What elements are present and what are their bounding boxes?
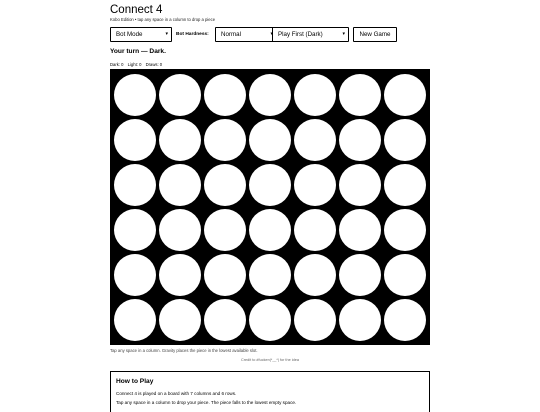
board-cell[interactable] — [338, 252, 383, 297]
board-cell[interactable] — [112, 252, 157, 297]
board-cell[interactable] — [293, 207, 338, 252]
empty-slot — [294, 74, 336, 116]
mode-select[interactable] — [110, 27, 172, 42]
board-cell[interactable] — [293, 117, 338, 162]
chevron-down-icon: ▾ — [165, 31, 168, 37]
empty-slot — [294, 164, 336, 206]
empty-slot — [294, 119, 336, 161]
score-draws: Draws: 0 — [145, 62, 163, 67]
empty-slot — [339, 299, 381, 341]
empty-slot — [384, 254, 426, 296]
board-cell[interactable] — [202, 297, 247, 342]
board-cell[interactable] — [112, 297, 157, 342]
board-cell[interactable] — [383, 252, 428, 297]
board-cell[interactable] — [338, 207, 383, 252]
empty-slot — [339, 209, 381, 251]
board-cell[interactable] — [383, 72, 428, 117]
board-cell[interactable] — [247, 297, 292, 342]
empty-slot — [204, 254, 246, 296]
board-cell[interactable] — [293, 252, 338, 297]
empty-slot — [159, 209, 201, 251]
empty-slot — [249, 209, 291, 251]
empty-slot — [159, 254, 201, 296]
empty-slot — [249, 299, 291, 341]
new-game-button[interactable]: New Game — [353, 27, 397, 42]
empty-slot — [384, 209, 426, 251]
board-cell[interactable] — [293, 297, 338, 342]
page-title: Connect 4 — [110, 4, 163, 16]
board-cell[interactable] — [202, 162, 247, 207]
board-cell[interactable] — [157, 117, 202, 162]
how-to-play-text: Tap any space in a column to drop your piece. The piece falls to the lowest empty space. — [116, 400, 297, 405]
empty-slot — [204, 74, 246, 116]
play-first-value: Play First (Dark) — [278, 31, 323, 38]
empty-slot — [294, 299, 336, 341]
how-to-play-title: How to Play — [116, 378, 154, 385]
board-cell[interactable] — [202, 207, 247, 252]
board-cell[interactable] — [112, 72, 157, 117]
board-cell[interactable] — [157, 162, 202, 207]
empty-slot — [114, 119, 156, 161]
empty-slot — [114, 299, 156, 341]
board-cell[interactable] — [293, 72, 338, 117]
empty-slot — [339, 119, 381, 161]
board-cell[interactable] — [157, 207, 202, 252]
board-cell[interactable] — [247, 207, 292, 252]
empty-slot — [204, 209, 246, 251]
empty-slot — [384, 164, 426, 206]
board-hint: Tap any space in a column. Gravity places the piece in the lowest available slot. — [110, 348, 258, 353]
credit-line: Credit to #fucken|*__*| for the idea — [241, 358, 299, 362]
board-cell[interactable] — [247, 117, 292, 162]
empty-slot — [294, 254, 336, 296]
board-cell[interactable] — [112, 162, 157, 207]
board-cell[interactable] — [338, 162, 383, 207]
how-to-play-text: Connect 4 is played on a board with 7 columns and 6 rows. — [116, 391, 237, 396]
page-subtitle: Kobo Edition • tap any space in a column to drop a piece — [110, 17, 216, 22]
score-dark: Dark: 0 — [110, 62, 124, 67]
board-cell[interactable] — [157, 297, 202, 342]
game-board — [110, 69, 430, 345]
empty-slot — [159, 74, 201, 116]
board-cell[interactable] — [202, 252, 247, 297]
score-line — [110, 62, 165, 68]
empty-slot — [114, 164, 156, 206]
board-cell[interactable] — [338, 297, 383, 342]
empty-slot — [204, 119, 246, 161]
board-cell[interactable] — [293, 162, 338, 207]
turn-status: Your turn — Dark. — [110, 48, 166, 55]
empty-slot — [114, 209, 156, 251]
board-cell[interactable] — [202, 117, 247, 162]
board-cell[interactable] — [247, 72, 292, 117]
board-cell[interactable] — [383, 297, 428, 342]
board-cell[interactable] — [157, 252, 202, 297]
empty-slot — [114, 254, 156, 296]
board-cell[interactable] — [383, 162, 428, 207]
empty-slot — [339, 254, 381, 296]
how-to-play-panel — [110, 372, 430, 412]
board-cell[interactable] — [338, 117, 383, 162]
board-cell[interactable] — [338, 72, 383, 117]
board-cell[interactable] — [247, 252, 292, 297]
board-cell[interactable] — [247, 162, 292, 207]
empty-slot — [249, 254, 291, 296]
board-cell[interactable] — [112, 207, 157, 252]
bot-hardness-label: Bot Hardness: — [176, 32, 209, 37]
board-cell[interactable] — [383, 207, 428, 252]
empty-slot — [159, 299, 201, 341]
board-cell[interactable] — [112, 117, 157, 162]
empty-slot — [384, 119, 426, 161]
bot-hardness-value: Normal — [221, 31, 241, 38]
controls-bar — [110, 27, 430, 43]
empty-slot — [339, 74, 381, 116]
chevron-down-icon: ▾ — [342, 31, 345, 37]
empty-slot — [339, 164, 381, 206]
mode-select-value: Bot Mode — [116, 31, 143, 38]
empty-slot — [249, 74, 291, 116]
empty-slot — [249, 119, 291, 161]
board-cell[interactable] — [383, 117, 428, 162]
empty-slot — [384, 74, 426, 116]
board-cell[interactable] — [157, 72, 202, 117]
empty-slot — [294, 209, 336, 251]
board-cell[interactable] — [202, 72, 247, 117]
empty-slot — [159, 164, 201, 206]
empty-slot — [204, 164, 246, 206]
empty-slot — [384, 299, 426, 341]
empty-slot — [204, 299, 246, 341]
bot-hardness-select[interactable] — [215, 27, 277, 42]
empty-slot — [249, 164, 291, 206]
empty-slot — [159, 119, 201, 161]
play-first-select[interactable] — [272, 27, 349, 42]
score-light: Light: 0 — [127, 62, 142, 67]
empty-slot — [114, 74, 156, 116]
